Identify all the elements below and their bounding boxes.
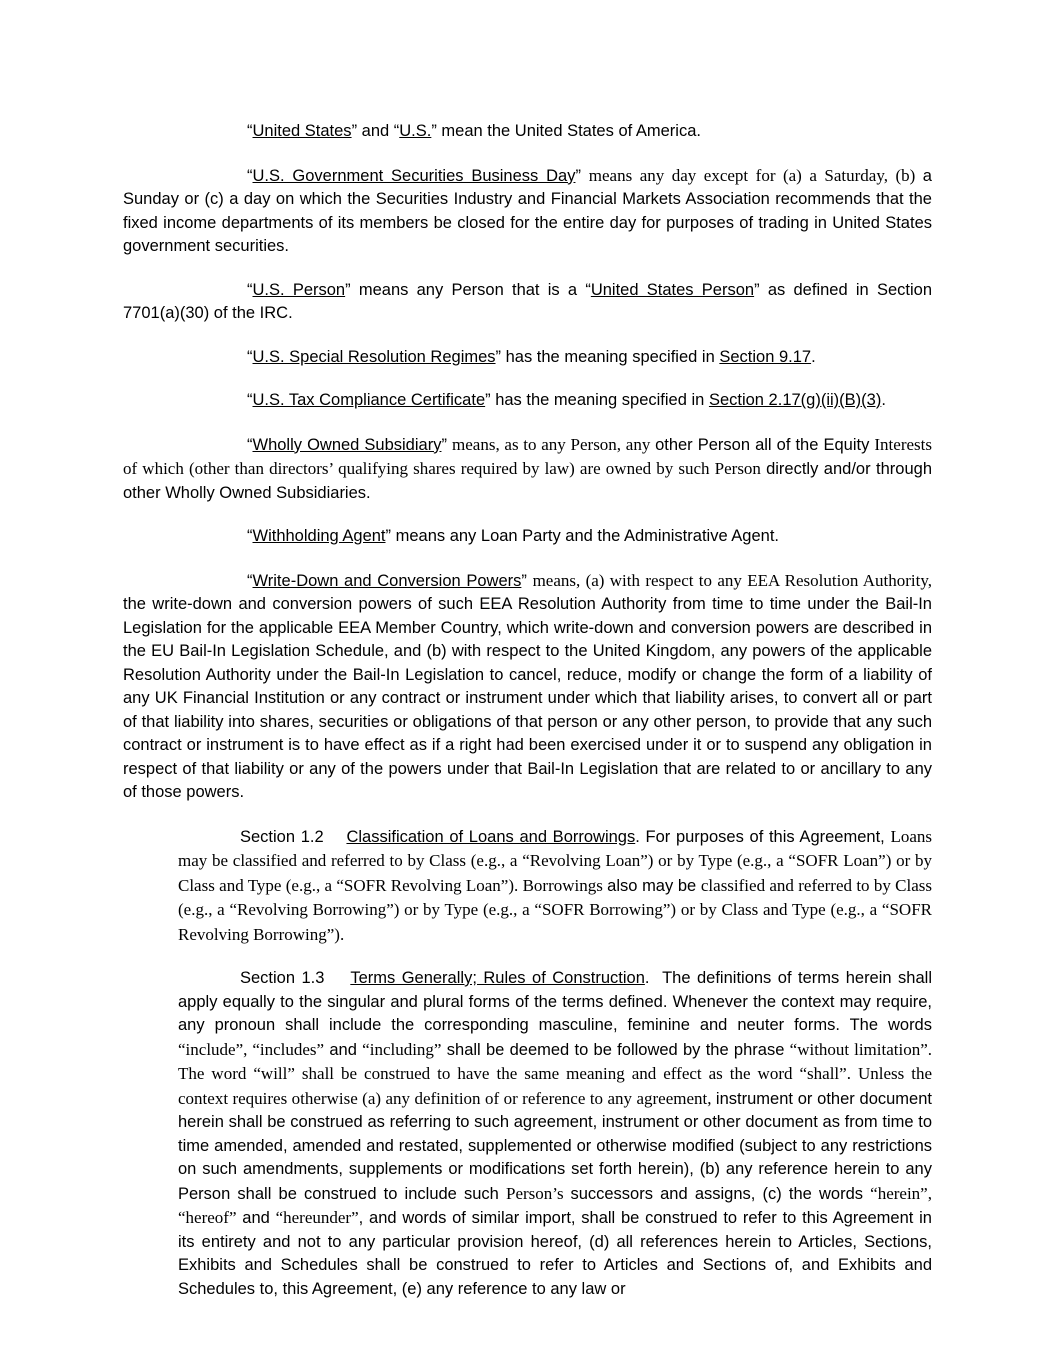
defined-term: U.S. Special Resolution Regimes — [252, 347, 496, 366]
text-run: classified and referred to by Class (e.g., a “Revolving Borrowing”) or by Type (e.g., a “SOFR Borrowing”) or by Class and Type (e.g., a “SOFR Revolving Borrowing”). — [178, 875, 932, 944]
text-run: ” — [575, 166, 589, 185]
text-run: Section 1.2 — [240, 827, 347, 846]
text-run: . For purposes of this Agreement, — [635, 827, 891, 846]
text-run: “herein”, “hereof” — [178, 1183, 932, 1227]
defined-term: Section 9.17 — [719, 347, 812, 366]
para-write-down-and-conversion-powers — [123, 569, 932, 805]
defined-term: U.S. Tax Compliance Certificate — [252, 391, 486, 409]
text-run: the write-down and conversion powers of such EEA Resolution Authority from time to time under the Bail-In Legislation for the applicable EEA Member Country, which write-down and conversion powers are described in the EU Bail-In Legislation Schedule, and (b) with respect to the United Kingdom, any powers of the applicable Resolution Authority under the Bail-In Legislation to cancel, reduce, modify or change the form of a liability of any UK Financial Institution or any contract or instrument under which that liability arises, to convert all or part of that liability into shares, securities or obligations of that person or any other person, to provide that any such contract or instrument is to have effect as if a right had been exercised under it or to suspend any obligation in respect of that liability or any of the powers under that Bail-In Legislation that are related to or ancillary to any of those powers. — [123, 595, 932, 801]
text-run: instrument or other document herein shall be construed as referring to such agreement, instrument or other document as from time to time amended, amended and restated, supplemented or otherwise modified (subject to any restrictions on such amendments, supplements or modifications set forth herein), (b) any reference herein to any Person shall be construed to include such — [178, 1089, 932, 1203]
text-run: successors and assigns, (c) the words — [570, 1184, 871, 1203]
text-run: “ — [247, 571, 253, 590]
para-us-special-resolution-regimes — [123, 346, 932, 370]
defined-term: U.S. Person — [252, 280, 346, 299]
text-run: directly and/or through other Wholly Owned Subsidiaries. — [123, 460, 932, 502]
text-run: , and words of similar import, shall be construed to refer to this Agreement in its entirety and not to any particular provision hereof, (d) all references herein to Articles, Sections, Exhibits and Schedules shall be construed to refer to Articles and Sections of, and Exhibits and Schedules to, this Agreement, (e) any reference to any law or — [178, 1209, 932, 1298]
defined-term: Classification of Loans and Borrowings — [346, 827, 636, 846]
text-run: other Person all of the Equity — [655, 435, 875, 454]
text-run: “hereunder” — [275, 1208, 359, 1227]
text-run: ” means any Person that is a “ — [345, 280, 591, 299]
text-run: “include”, “includes” — [178, 1039, 325, 1059]
defined-term: U.S. Government Securities Business Day — [252, 166, 576, 185]
text-run: “ — [247, 122, 253, 140]
text-run: “including” — [362, 1039, 442, 1059]
para-us-tax-compliance-certificate — [123, 389, 932, 413]
text-run: ” — [441, 435, 453, 454]
text-run: “ — [247, 435, 253, 454]
text-run: ” — [521, 571, 533, 590]
defined-term: United States — [252, 122, 352, 140]
text-run: and — [324, 1040, 363, 1059]
para-section-1-2 — [178, 825, 932, 948]
text-run: . — [881, 391, 886, 409]
text-run: ” as defined in Section 7701(a)(30) of the IRC. — [123, 280, 932, 322]
text-run: Person’s — [506, 1183, 571, 1203]
text-run: ” has the meaning specified in — [495, 347, 720, 366]
text-run: . The definitions of terms herein shall apply equally to the singular and plural forms of the terms defined. Whenever the context may require, any pronoun shall include the corresponding masculine, feminine and neuter forms. The words — [178, 969, 932, 1034]
text-run: a Sunday or (c) a day on which the Securities Industry and Financial Markets Association recommends that the fixed income departments of its members be closed for the entire day for purposes of trading in United States government securities. — [123, 166, 932, 255]
text-run: means, (a) with respect to any EEA Resolution Authority, — [532, 570, 932, 590]
text-run: “without limitation”. The word “will” shall be construed to have the same meaning and effect as the word “shall”. Unless the context requires otherwise (a) any definition of or reference to any agreement, — [178, 1039, 932, 1108]
para-united-states — [123, 120, 932, 144]
defined-term: Withholding Agent — [252, 527, 386, 545]
text-run: also may be — [607, 876, 701, 895]
text-run: “ — [247, 280, 253, 299]
defined-term: Write-Down and Conversion Powers — [252, 571, 522, 590]
text-run: shall be deemed to be followed by the phrase — [441, 1040, 790, 1059]
text-run: Section 1.3 — [240, 969, 351, 987]
defined-term: Section 2.17(g)(ii)(B)(3) — [708, 391, 882, 409]
text-run: “ — [247, 391, 253, 409]
text-run: ” means any Loan Party and the Administrative Agent. — [385, 527, 779, 545]
text-run: ” mean the United States of America. — [431, 122, 701, 140]
text-run: Interests of which (other than directors’ qualifying shares required by law) are owned by such Person — [123, 434, 932, 478]
para-withholding-agent — [123, 525, 932, 549]
text-run: “ — [247, 347, 253, 366]
text-run: means any day except for (a) a Saturday, (b) — [588, 165, 923, 185]
defined-term: Wholly Owned Subsidiary — [252, 435, 442, 454]
defined-term: U.S. — [399, 122, 432, 140]
text-run: means, as to any Person, any — [452, 434, 656, 454]
defined-term: Terms Generally; Rules of Construction — [350, 969, 645, 987]
text-run: . — [811, 347, 816, 366]
para-us-person — [123, 279, 932, 326]
text-run: and — [236, 1209, 276, 1227]
para-section-1-3 — [178, 967, 932, 1301]
defined-term: United States Person — [590, 280, 755, 299]
document-body — [123, 120, 932, 1301]
text-run: ” has the meaning specified in — [485, 391, 709, 409]
text-run: Loans may be classified and referred to by Class (e.g., a “Revolving Loan”) or by Type (e.g., a “SOFR Loan”) or by Class and Type (e.g., a “SOFR Revolving Loan”). Borrowings — [178, 826, 932, 895]
text-run: “ — [247, 166, 253, 185]
text-run: “ — [247, 527, 253, 545]
para-us-government-securities-business-day — [123, 164, 932, 259]
para-wholly-owned-subsidiary — [123, 433, 932, 506]
text-run: ” and “ — [351, 122, 400, 140]
